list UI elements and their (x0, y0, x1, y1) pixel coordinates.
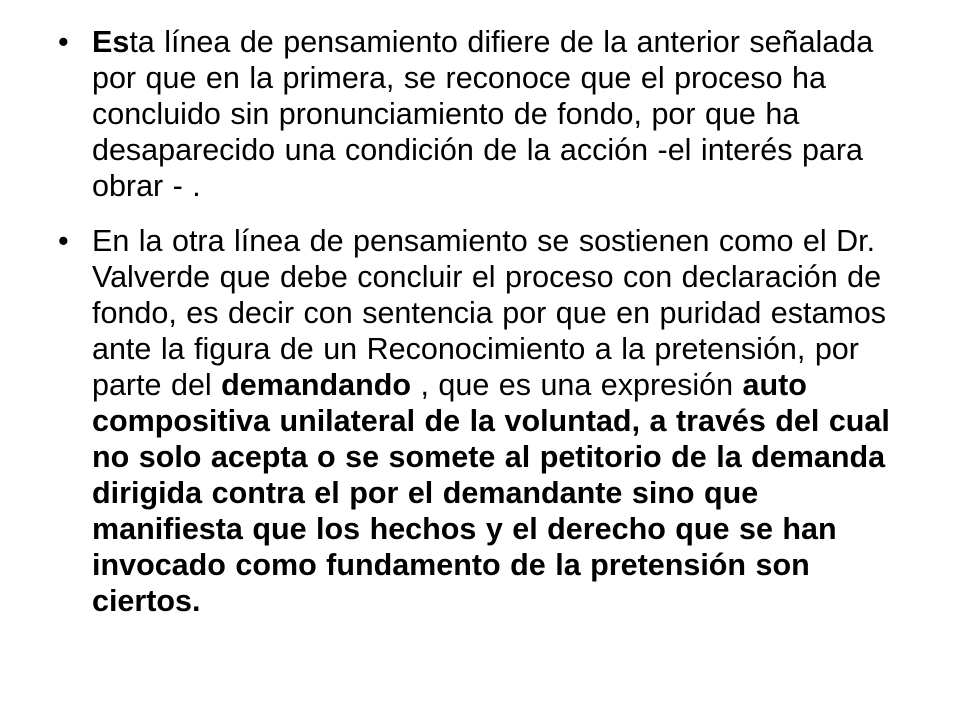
bullet-item-1 (58, 24, 908, 204)
bullet-list (58, 24, 908, 619)
bullet-2-bold-run-demandando: demandando (221, 368, 411, 402)
bullet-1-bold-run: Es (92, 25, 130, 59)
bullet-item-2 (58, 223, 908, 619)
bullet-point-icon: • (58, 224, 69, 258)
bullet-point-icon: • (58, 25, 69, 59)
bullet-2-text-run-1: En la otra línea de pensamiento se sostienen como el Dr. Valverde que debe concluir el proceso con declaración de fondo, es decir con sentencia por que en puridad estamos ante la figura de un Reconocimiento a la pretensión, por parte del (92, 224, 887, 402)
bullet-2-text-run-2: , que es una expresión (410, 368, 743, 402)
bullet-1-text-run: ta línea de pensamiento difiere de la anterior señalada por que en la primera, se reconoce que el proceso ha concluido sin pronunciamiento de fondo, por que ha desaparecido una condición de la acción -el interés para obrar - . (92, 25, 874, 203)
bullet-2-bold-run-definition: auto compositiva unilateral de la voluntad, a través del cual no solo acepta o se somete al petitorio de la demanda dirigida contra el por el demandante sino que manifiesta que los hechos y el derecho que se han invocado como fundamento de la pretensión son ciertos. (92, 368, 890, 618)
